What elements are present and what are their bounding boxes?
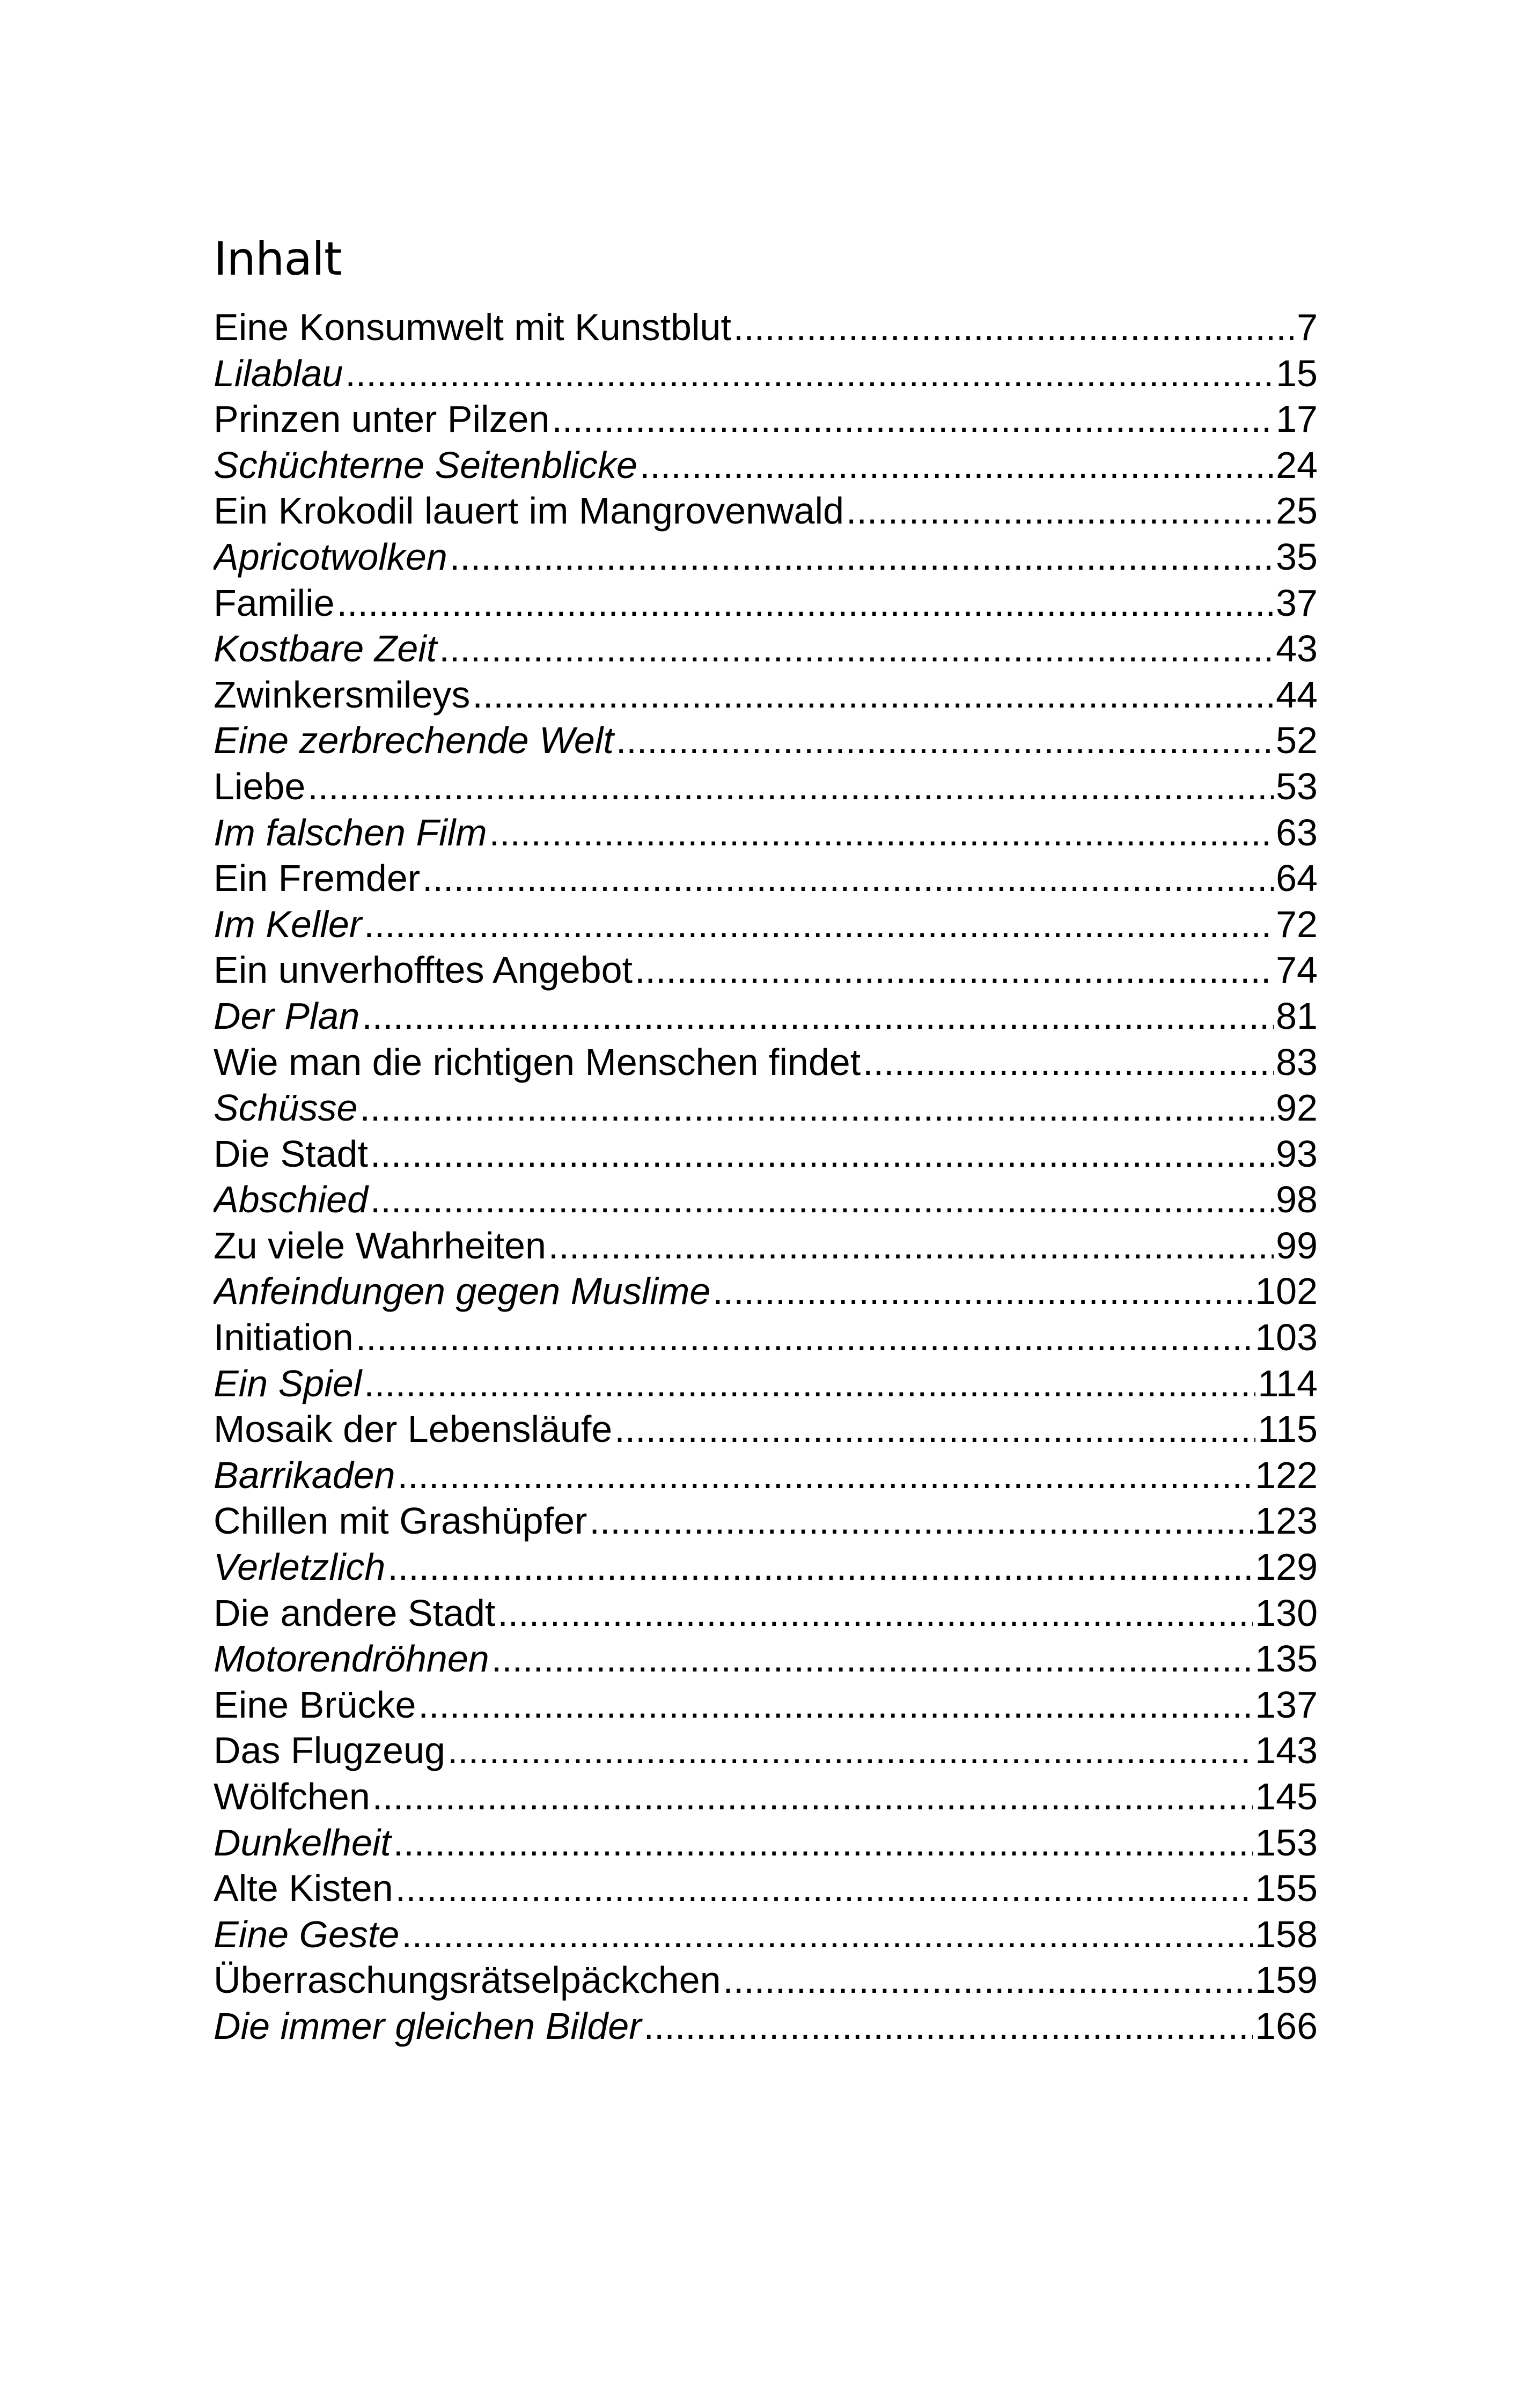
toc-entry-title: Wie man die richtigen Menschen findet (214, 1041, 861, 1083)
toc-entry-page-number: 130 (1255, 1592, 1318, 1634)
toc-entry (214, 993, 1318, 1040)
toc-entry-page-number: 35 (1276, 535, 1318, 578)
dot-leader (733, 305, 1295, 351)
toc-entry (214, 947, 1318, 993)
dot-leader (723, 1957, 1253, 2004)
dot-leader (846, 488, 1274, 534)
toc-entry-page-number: 15 (1276, 352, 1318, 394)
toc-entry-title: Im falschen Film (214, 811, 487, 853)
toc-entry (214, 396, 1318, 443)
toc-entry (214, 672, 1318, 718)
toc-entry-title: Die Stadt (214, 1132, 368, 1175)
toc-entry-page-number: 52 (1276, 719, 1318, 762)
dot-leader (548, 1223, 1274, 1269)
toc-entry-page-number: 53 (1276, 765, 1318, 807)
toc-entry-page-number: 137 (1255, 1683, 1318, 1726)
toc-entry-page-number: 7 (1297, 306, 1318, 348)
dot-leader (422, 856, 1274, 902)
toc-entry-page-number: 123 (1255, 1500, 1318, 1542)
toc-entry-page-number: 43 (1276, 628, 1318, 670)
toc-entry-title: Wölfchen (214, 1776, 370, 1817)
toc-entry (214, 1040, 1318, 1086)
toc-entry (214, 351, 1318, 397)
dot-leader (497, 1590, 1253, 1637)
dot-leader (589, 1498, 1253, 1544)
toc-entry-page-number: 17 (1276, 398, 1318, 440)
toc-entry-title: Eine zerbrechende Welt (214, 719, 614, 762)
toc-heading: Inhalt (214, 232, 342, 286)
toc-entry-title: Chillen mit Grashüpfer (214, 1500, 587, 1542)
toc-entry (214, 443, 1318, 489)
toc-entry-title: Die immer gleichen Bilder (214, 2005, 642, 2047)
toc-list (214, 305, 1318, 2050)
dot-leader (644, 2004, 1253, 2050)
toc-entry (214, 1361, 1318, 1407)
dot-leader (395, 1866, 1253, 1912)
toc-entry-page-number: 166 (1255, 2005, 1318, 2047)
toc-entry-page-number: 74 (1276, 949, 1318, 991)
dot-leader (359, 1085, 1274, 1131)
toc-entry (214, 488, 1318, 534)
dot-leader (362, 993, 1274, 1040)
toc-entry-title: Zwinkersmileys (214, 673, 471, 716)
toc-entry-page-number: 81 (1276, 995, 1318, 1037)
toc-entry-title: Ein Spiel (214, 1362, 362, 1404)
dot-leader (450, 534, 1274, 580)
dot-leader (393, 1820, 1253, 1866)
toc-entry-page-number: 114 (1258, 1362, 1318, 1404)
toc-entry (214, 1866, 1318, 1912)
dot-leader (614, 1406, 1255, 1453)
toc-entry-title: Eine Geste (214, 1913, 400, 1955)
toc-entry (214, 1085, 1318, 1131)
toc-entry (214, 902, 1318, 948)
toc-entry-page-number: 122 (1255, 1454, 1318, 1496)
toc-entry-page-number: 99 (1276, 1224, 1318, 1266)
toc-entry-title: Dunkelheit (214, 1821, 391, 1864)
toc-entry-page-number: 44 (1276, 673, 1318, 716)
toc-entry-page-number: 153 (1255, 1821, 1318, 1864)
toc-entry (214, 1453, 1318, 1499)
toc-entry-page-number: 92 (1276, 1087, 1318, 1129)
toc-entry-title: Lilablau (214, 352, 343, 394)
table-of-contents (214, 232, 1318, 2050)
dot-leader (370, 1177, 1274, 1223)
toc-entry-title: Alte Kisten (214, 1867, 393, 1910)
toc-entry (214, 810, 1318, 856)
toc-entry-title: Schüchterne Seitenblicke (214, 444, 637, 486)
dot-leader (439, 626, 1274, 672)
dot-leader (863, 1040, 1274, 1086)
toc-entry (214, 1820, 1318, 1866)
toc-entry-title: Mosaik der Lebensläufe (214, 1408, 613, 1450)
dot-leader (364, 1361, 1255, 1407)
toc-entry-page-number: 158 (1255, 1913, 1318, 1955)
toc-entry-title: Im Keller (214, 903, 362, 945)
dot-leader (491, 1636, 1253, 1682)
dot-leader (356, 1315, 1253, 1361)
toc-entry-title: Apricotwolken (214, 535, 447, 578)
toc-entry-title: Überraschungsrätselpäckchen (214, 1959, 721, 2001)
toc-entry (214, 1315, 1318, 1361)
toc-entry-page-number: 129 (1255, 1546, 1318, 1588)
dot-leader (345, 351, 1274, 397)
dot-leader (447, 1728, 1253, 1774)
toc-entry-title: Verletzlich (214, 1546, 386, 1588)
toc-entry-title: Eine Konsumwelt mit Kunstblut (214, 306, 731, 348)
toc-entry-title: Initiation (214, 1316, 354, 1359)
toc-entry-title: Ein Fremder (214, 857, 421, 900)
toc-entry (214, 1957, 1318, 2004)
dot-leader (472, 672, 1274, 718)
dot-leader (372, 1774, 1253, 1820)
toc-entry-title: Der Plan (214, 995, 360, 1037)
toc-entry-title: Kostbare Zeit (214, 628, 437, 670)
toc-entry-page-number: 145 (1255, 1776, 1318, 1817)
toc-entry (214, 1912, 1318, 1958)
toc-entry-title: Eine Brücke (214, 1683, 416, 1726)
toc-entry (214, 534, 1318, 580)
toc-entry-page-number: 83 (1276, 1041, 1318, 1083)
toc-entry-title: Familie (214, 581, 335, 624)
dot-leader (401, 1912, 1253, 1958)
toc-entry (214, 1269, 1318, 1315)
toc-entry (214, 1774, 1318, 1820)
toc-entry-page-number: 93 (1276, 1132, 1318, 1175)
toc-entry-page-number: 103 (1255, 1316, 1318, 1359)
dot-leader (712, 1269, 1253, 1315)
dot-leader (418, 1682, 1253, 1728)
toc-entry-page-number: 102 (1255, 1270, 1318, 1313)
toc-entry-title: Motorendröhnen (214, 1638, 489, 1680)
toc-entry (214, 1406, 1318, 1453)
toc-entry-page-number: 115 (1258, 1408, 1318, 1450)
dot-leader (616, 718, 1274, 764)
toc-entry-page-number: 143 (1255, 1729, 1318, 1772)
toc-entry (214, 1131, 1318, 1177)
toc-entry-page-number: 98 (1276, 1179, 1318, 1221)
dot-leader (635, 947, 1274, 993)
toc-entry-page-number: 64 (1276, 857, 1318, 900)
toc-entry-title: Ein unverhofftes Angebot (214, 949, 633, 991)
dot-leader (489, 810, 1274, 856)
toc-entry-title: Die andere Stadt (214, 1592, 496, 1634)
toc-entry (214, 764, 1318, 810)
toc-entry (214, 1498, 1318, 1544)
toc-entry-title: Ein Krokodil lauert im Mangrovenwald (214, 490, 844, 532)
toc-entry-title: Zu viele Wahrheiten (214, 1224, 546, 1266)
toc-entry-title: Prinzen unter Pilzen (214, 398, 550, 440)
toc-entry-page-number: 37 (1276, 581, 1318, 624)
dot-leader (370, 1131, 1274, 1177)
toc-entry (214, 718, 1318, 764)
dot-leader (364, 902, 1274, 948)
toc-entry (214, 1590, 1318, 1637)
dot-leader (337, 580, 1274, 627)
dot-leader (307, 764, 1274, 810)
toc-entry (214, 1682, 1318, 1728)
toc-entry-page-number: 63 (1276, 811, 1318, 853)
toc-entry-title: Anfeindungen gegen Muslime (214, 1270, 711, 1313)
toc-entry (214, 305, 1318, 351)
toc-entry-title: Das Flugzeug (214, 1729, 445, 1772)
toc-entry-title: Schüsse (214, 1087, 358, 1129)
toc-entry (214, 580, 1318, 627)
toc-entry (214, 1544, 1318, 1590)
toc-entry-title: Barrikaden (214, 1454, 395, 1496)
dot-leader (398, 1453, 1253, 1499)
dot-leader (552, 396, 1274, 443)
toc-entry-page-number: 24 (1276, 444, 1318, 486)
toc-entry (214, 1636, 1318, 1682)
toc-entry-page-number: 135 (1255, 1638, 1318, 1680)
dot-leader (387, 1544, 1253, 1590)
toc-entry-page-number: 72 (1276, 903, 1318, 945)
toc-entry (214, 1223, 1318, 1269)
toc-entry-title: Abschied (214, 1179, 368, 1221)
toc-entry (214, 1728, 1318, 1774)
dot-leader (640, 443, 1274, 489)
toc-entry (214, 626, 1318, 672)
toc-entry-page-number: 25 (1276, 490, 1318, 532)
toc-entry (214, 2004, 1318, 2050)
toc-entry (214, 856, 1318, 902)
toc-entry-page-number: 159 (1255, 1959, 1318, 2001)
toc-entry-title: Liebe (214, 765, 306, 807)
toc-entry-page-number: 155 (1255, 1867, 1318, 1910)
toc-entry (214, 1177, 1318, 1223)
